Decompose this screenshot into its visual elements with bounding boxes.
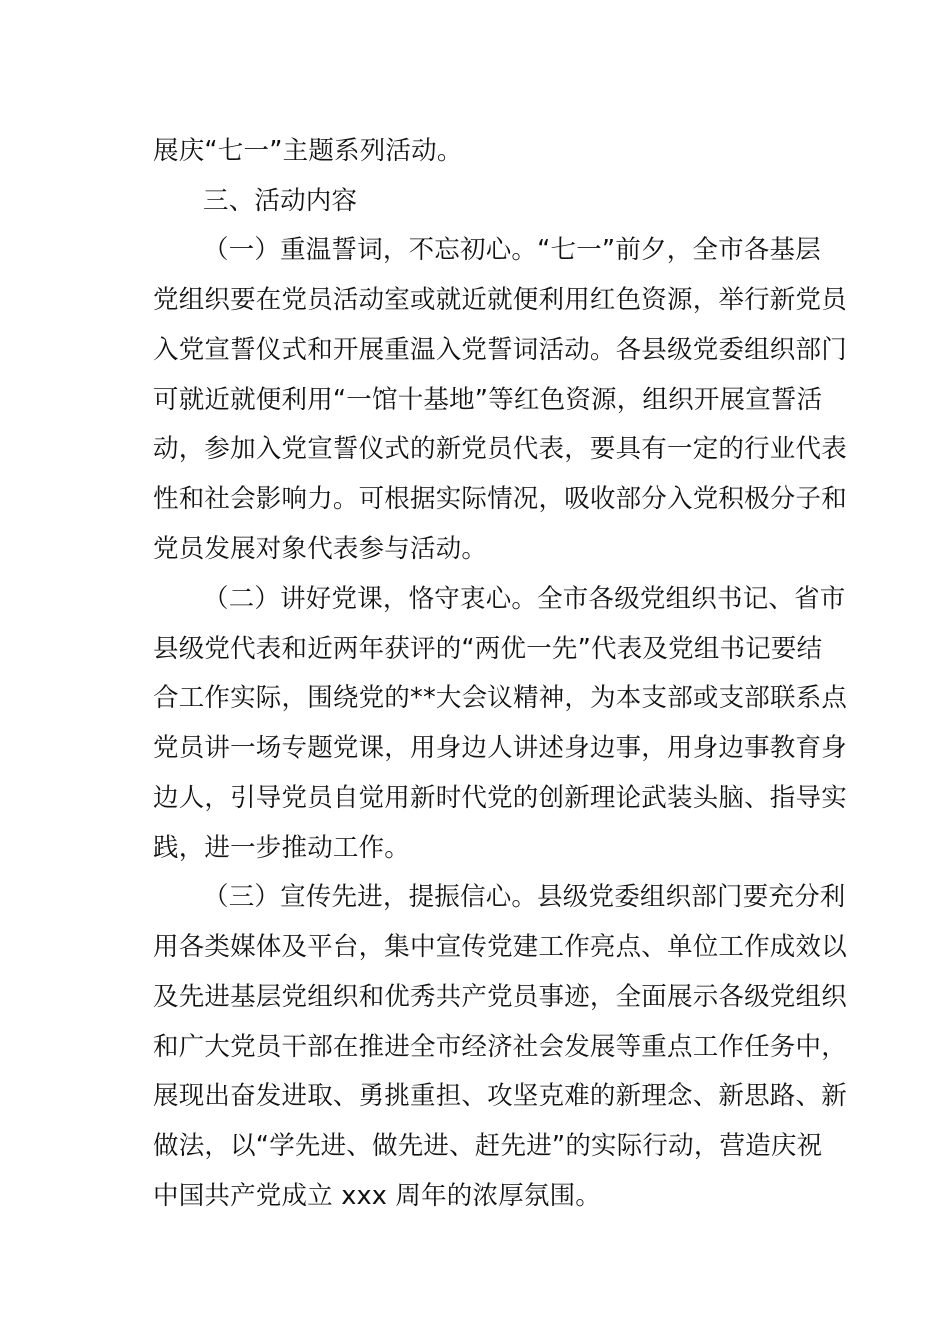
text-line: 动，参加入党宣誓仪式的新党员代表，要具有一定的行业代表 <box>153 434 847 464</box>
text-line: 党员发展对象代表参与活动。 <box>153 534 488 564</box>
text-line: 党员讲一场专题党课，用身边人讲述身边事，用身边事教育身 <box>153 733 847 763</box>
text-line: 做法，以“学先进、做先进、赶先进”的实际行动，营造庆祝 <box>153 1131 823 1161</box>
text-line: 边人，引导党员自觉用新时代党的创新理论武装头脑、指导实 <box>153 783 847 813</box>
text-line: 践，进一步推动工作。 <box>153 833 411 863</box>
text-line: 和广大党员干部在推进全市经济社会发展等重点工作任务中， <box>153 1032 847 1062</box>
text-line: 入党宣誓仪式和开展重温入党誓词活动。各县级党委组织部门 <box>153 335 847 365</box>
text-line: 可就近就便利用“一馆十基地”等红色资源，组织开展宣誓活 <box>153 385 823 415</box>
text-line: 中国共产党成立 xxx 周年的浓厚氛围。 <box>153 1181 601 1211</box>
text-line: （一）重温誓词，不忘初心。“七一”前夕，全市各基层 <box>203 235 821 265</box>
text-line: （三）宣传先进，提振信心。县级党委组织部门要充分利 <box>203 882 846 912</box>
text-line: （二）讲好党课，恪守衷心。全市各级党组织书记、省市 <box>203 584 846 614</box>
text-line: 合工作实际，围绕党的**大会议精神，为本支部或支部联系点 <box>153 683 848 713</box>
section-heading: 三、活动内容 <box>203 186 358 216</box>
text-line: 县级党代表和近两年获评的“两优一先”代表及党组书记要结 <box>153 634 823 664</box>
text-line: 展现出奋发进取、勇挑重担、攻坚克难的新理念、新思路、新 <box>153 1081 847 1111</box>
text-line: 党组织要在党员活动室或就近就便利用红色资源，举行新党员 <box>153 285 847 315</box>
text-line: 性和社会影响力。可根据实际情况，吸收部分入党积极分子和 <box>153 484 847 514</box>
text-line: 用各类媒体及平台，集中宣传党建工作亮点、单位工作成效以 <box>153 932 847 962</box>
text-line: 及先进基层党组织和优秀共产党员事迹，全面展示各级党组织 <box>153 982 847 1012</box>
text-line: 展庆“七一”主题系列活动。 <box>153 136 463 166</box>
